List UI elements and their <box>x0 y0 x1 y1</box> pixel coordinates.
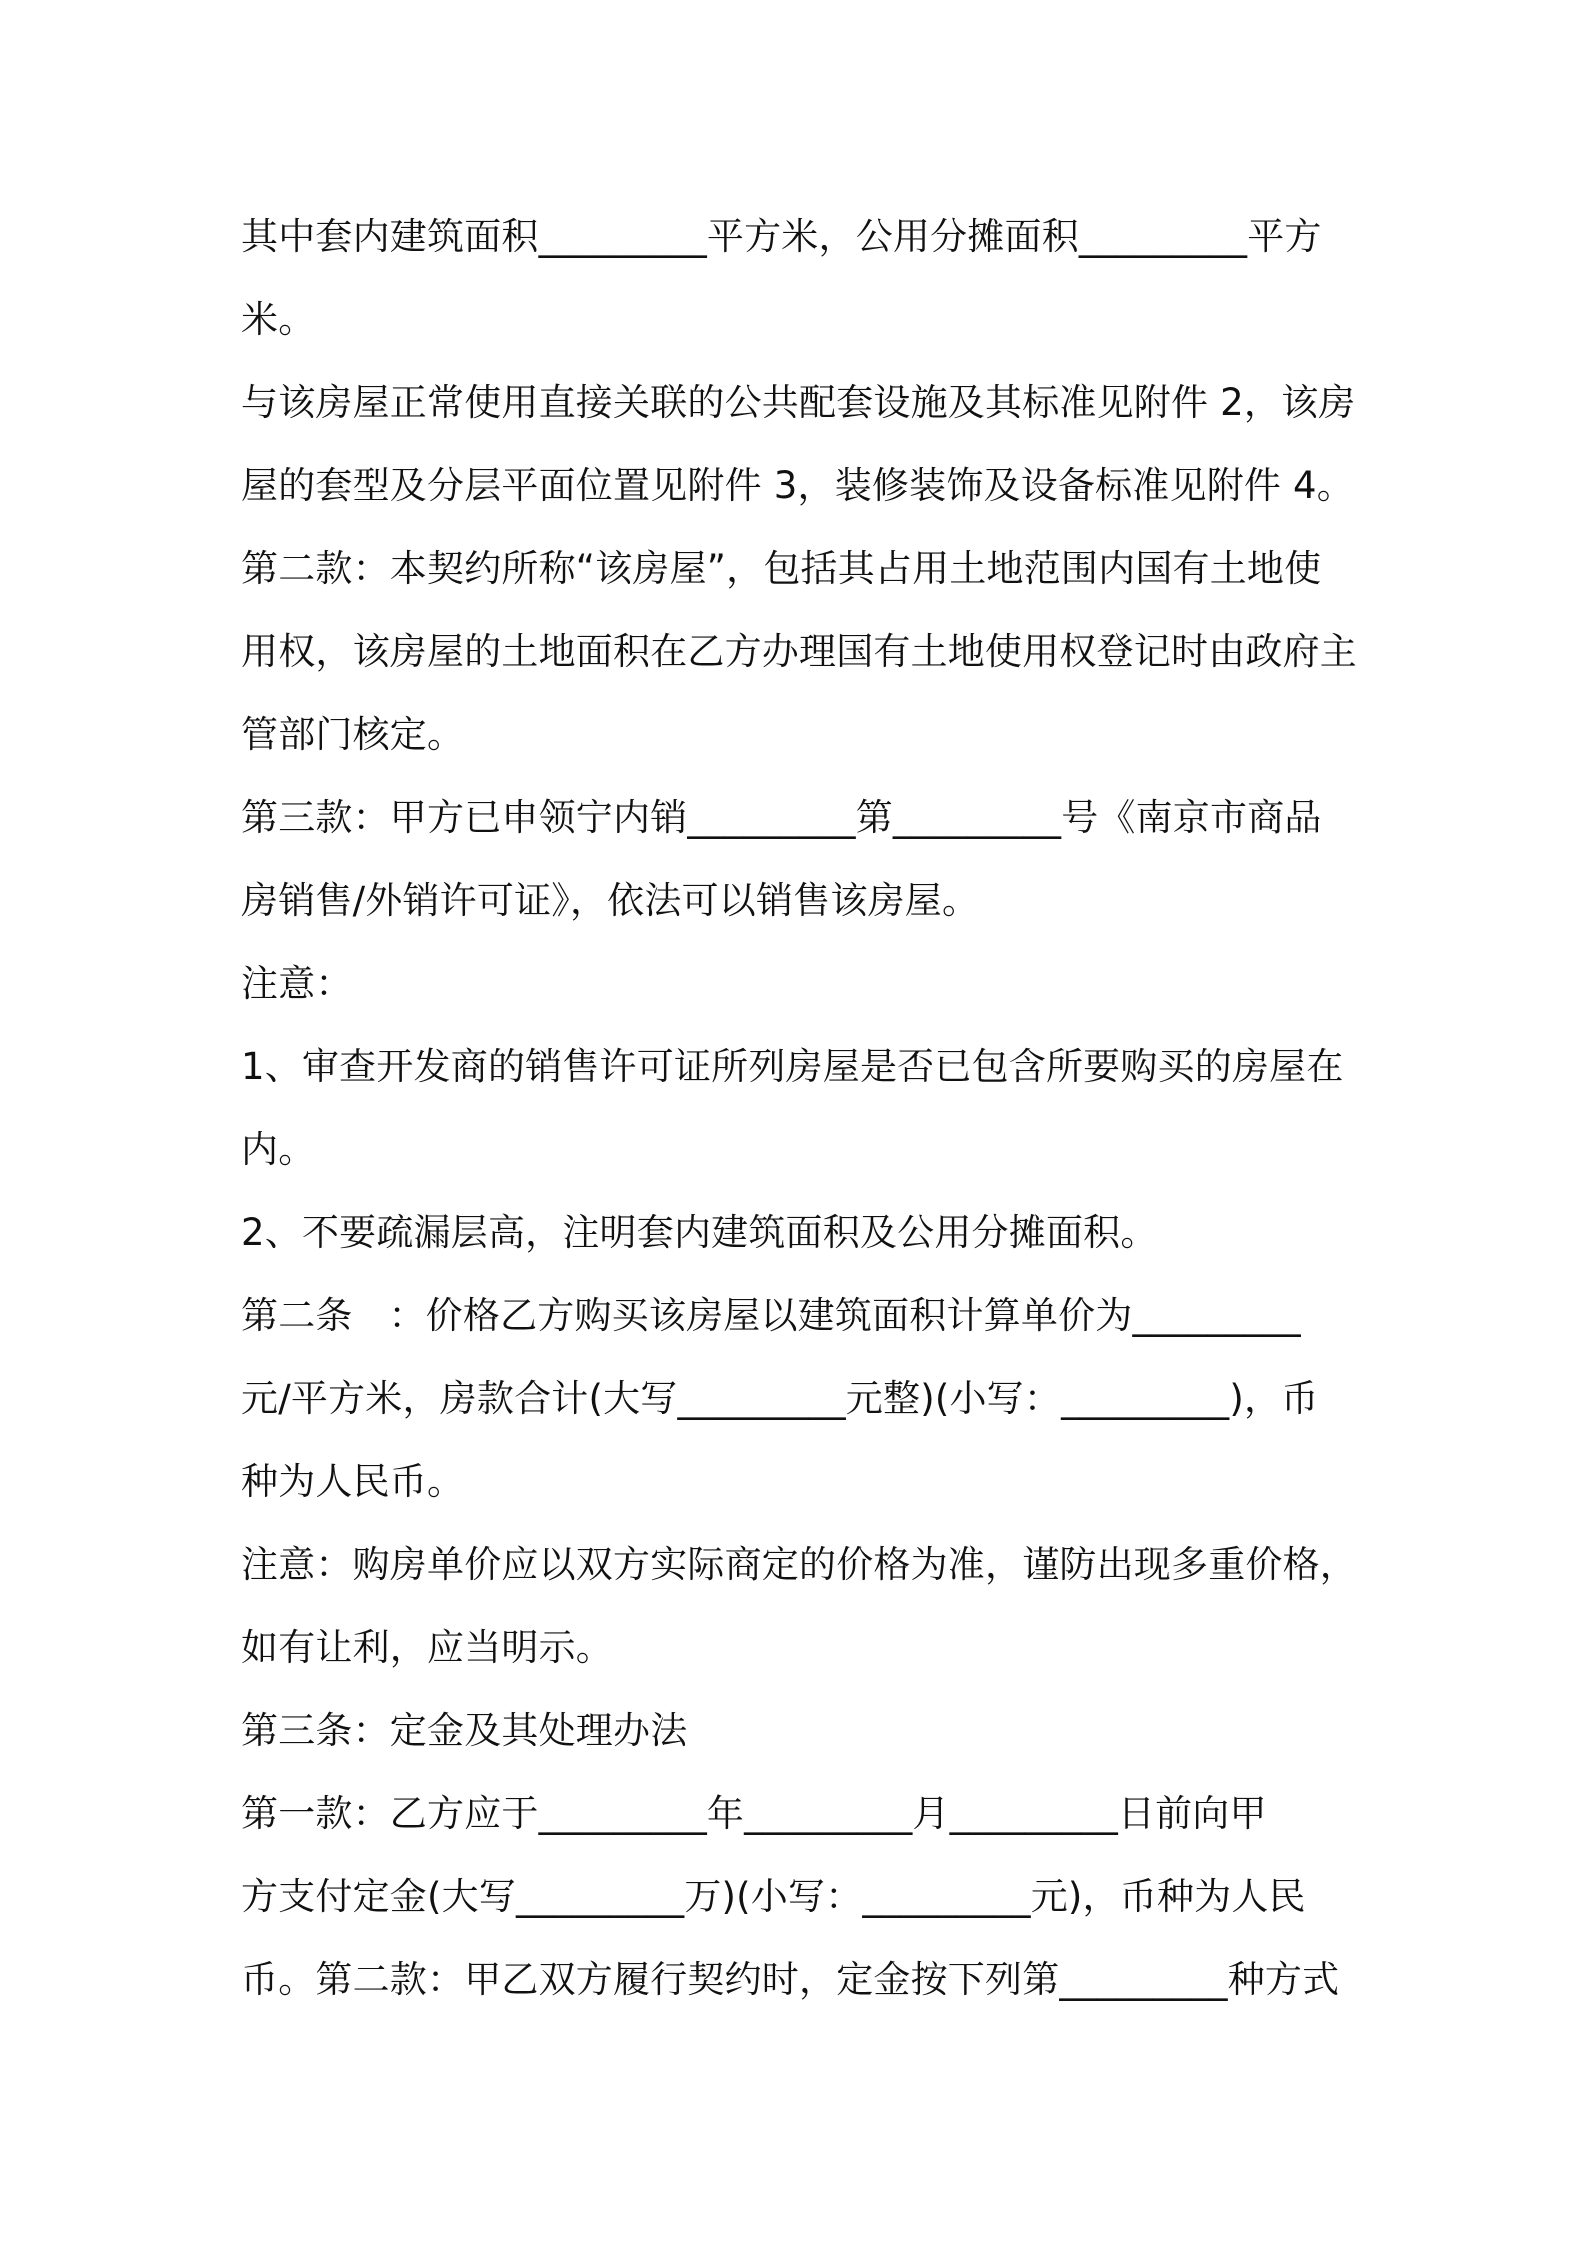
text-line: 管部门核定。 <box>241 713 465 756</box>
text-line: 与该房屋正常使用直接关联的公共配套设施及其标准见附件 2，该房 <box>241 381 1356 424</box>
text-line: 第一款：乙方应于_________年_________月_________日前向甲 <box>241 1792 1267 1835</box>
text-line: 方支付定金(大写_________万)(小写：_________元)，币种为人民 <box>241 1875 1306 1918</box>
text-line: 第二条 ：价格乙方购买该房屋以建筑面积计算单价为_________ <box>241 1294 1301 1337</box>
text-line: 1、审查开发商的销售许可证所列房屋是否已包含所要购买的房屋在 <box>241 1045 1344 1088</box>
text-line: 元/平方米，房款合计(大写_________元整)(小写：_________)，币 <box>241 1377 1319 1420</box>
text-line: 内。 <box>241 1128 316 1171</box>
text-line: 注意：购房单价应以双方实际商定的价格为准，谨防出现多重价格， <box>241 1543 1357 1586</box>
text-line: 如有让利，应当明示。 <box>241 1626 613 1669</box>
text-line: 用权，该房屋的土地面积在乙方办理国有土地使用权登记时由政府主 <box>241 630 1357 673</box>
text-line: 房销售/外销许可证》，依法可以销售该房屋。 <box>241 879 980 922</box>
text-line: 种为人民币。 <box>241 1460 465 1503</box>
text-line: 屋的套型及分层平面位置见附件 3，装修装饰及设备标准见附件 4。 <box>241 464 1355 507</box>
text-line: 其中套内建筑面积_________平方米，公用分摊面积_________平方 <box>241 215 1322 258</box>
text-line: 第二款：本契约所称“该房屋”，包括其占用土地范围内国有土地使 <box>241 547 1322 590</box>
text-line: 第三款：甲方已申领宁内销_________第_________号《南京市商品 <box>241 796 1322 839</box>
text-line: 米。 <box>241 298 316 341</box>
text-line: 注意： <box>241 962 353 1005</box>
text-line: 2、不要疏漏层高，注明套内建筑面积及公用分摊面积。 <box>241 1211 1158 1254</box>
text-line: 币。第二款：甲乙双方履行契约时，定金按下列第_________种方式 <box>241 1958 1340 2001</box>
document-body <box>241 195 1357 2021</box>
text-line: 第三条：定金及其处理办法 <box>241 1709 688 1752</box>
